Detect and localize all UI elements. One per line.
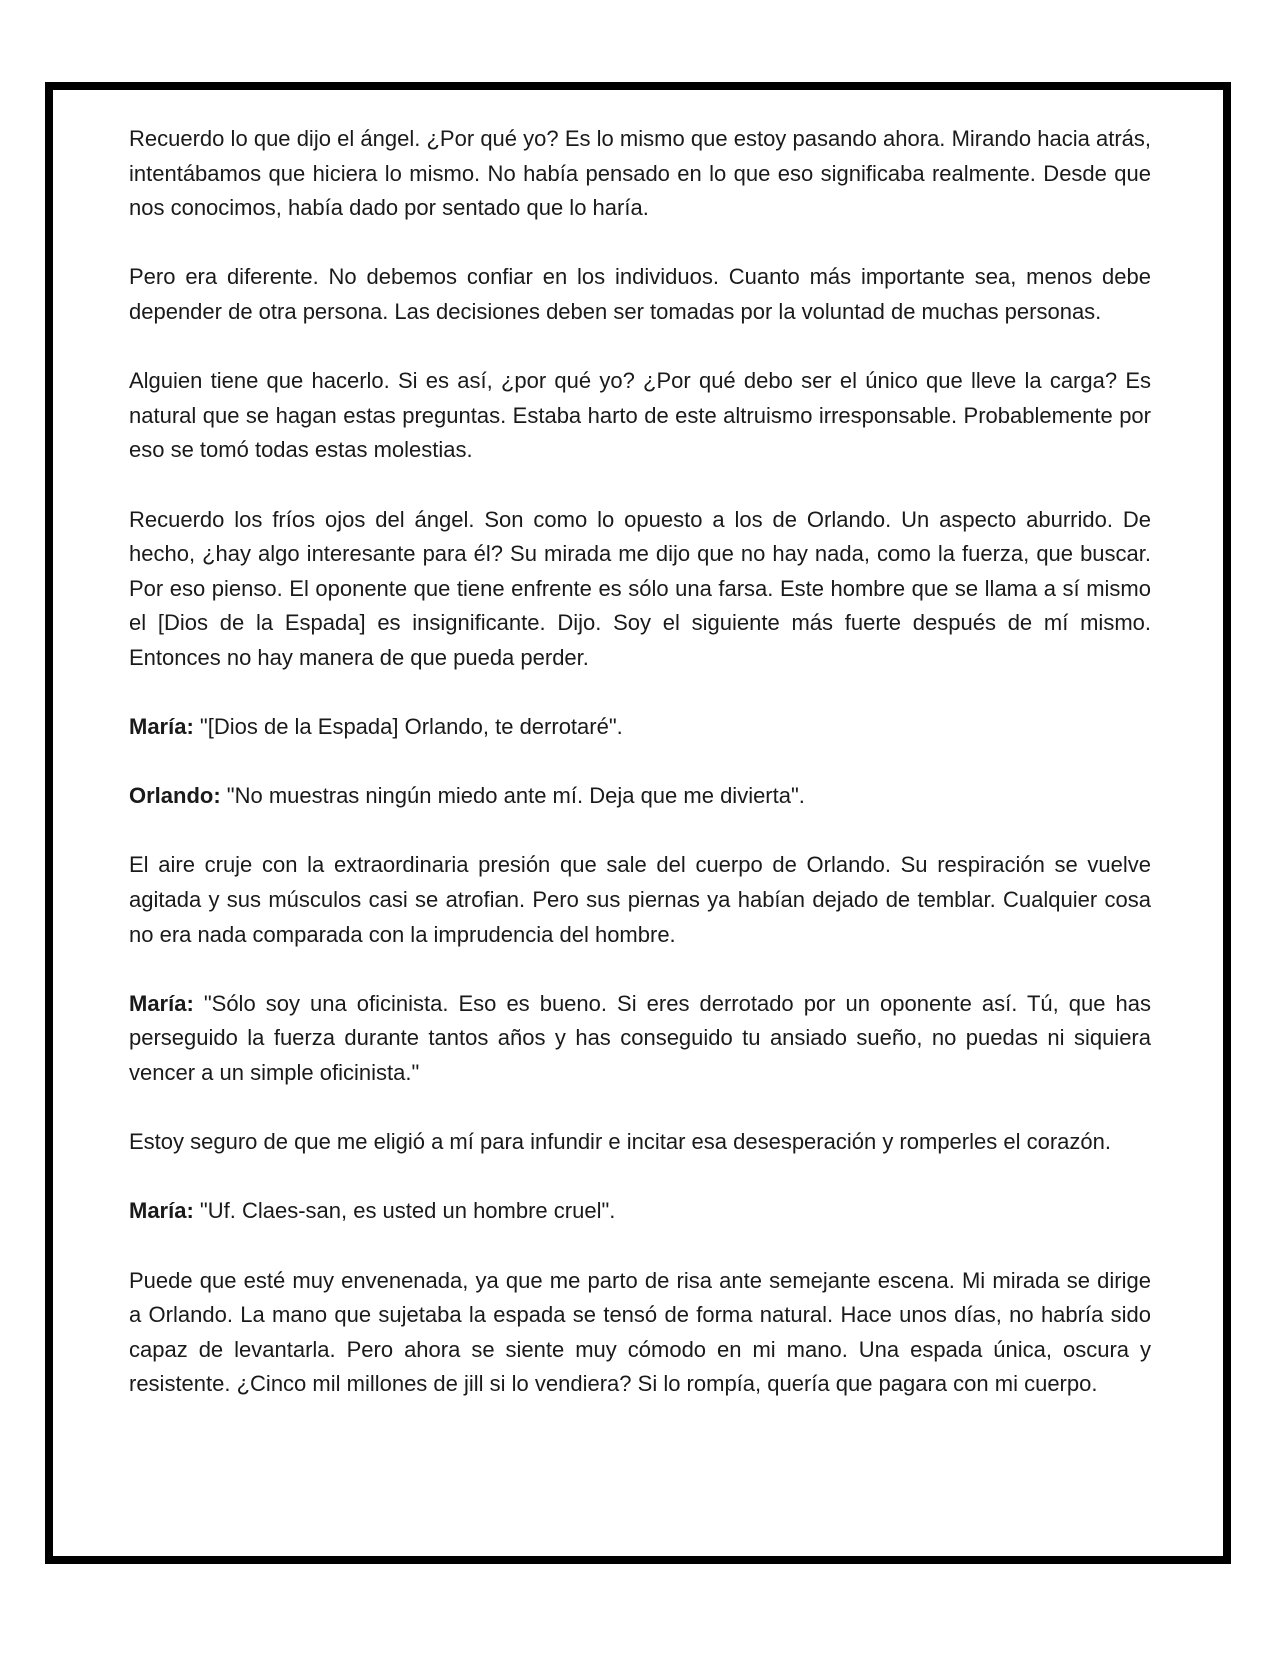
paragraph-text: Alguien tiene que hacerlo. Si es así, ¿por qué yo? ¿Por qué debo ser el único que lleve la carga? Es natural que se hagan estas preguntas. Estaba harto de este altruismo irresponsable. Probablemente por eso se tomó todas estas molestias. — [129, 368, 1151, 463]
paragraph-dialogue — [129, 779, 1151, 814]
paragraph-narration — [129, 848, 1151, 952]
dialogue-text: "Sólo soy una oficinista. Eso es bueno. Si eres derrotado por un oponente así. Tú, que has perseguido la fuerza durante tantos años y has conseguido tu ansiado sueño, no puedas ni siquiera vencer a un simple oficinista." — [129, 990, 1151, 1086]
paragraph-text: Estoy seguro de que me eligió a mí para infundir e incitar esa desesperación y romperles el corazón. — [129, 1129, 1111, 1155]
paragraph-dialogue — [129, 987, 1151, 1091]
paragraph-narration — [129, 260, 1151, 329]
dialogue-text: "No muestras ningún miedo ante mí. Deja que me divierta". — [220, 783, 805, 809]
speaker-label: Orlando: — [129, 783, 221, 809]
paragraph-text: Puede que esté muy envenenada, ya que me parto de risa ante semejante escena. Mi mirada se dirige a Orlando. La mano que sujetaba la espada se tensó de forma natural. Hace unos días, no habría sido capaz de levantarla. Pero ahora se siente muy cómodo en mi mano. Una espada única, oscura y resistente. ¿Cinco mil millones de jill si lo vendiera? Si lo rompía, quería que pagara con mi cuerpo. — [129, 1267, 1151, 1397]
paragraph-narration — [129, 503, 1151, 676]
paragraph-text: El aire cruje con la extraordinaria presión que sale del cuerpo de Orlando. Su respiración se vuelve agitada y sus músculos casi se atrofian. Pero sus piernas ya habían dejado de temblar. Cualquier cosa no era nada comparada con la imprudencia del hombre. — [129, 852, 1151, 947]
paragraph-dialogue — [129, 1194, 1151, 1229]
speaker-label: María: — [129, 990, 194, 1016]
dialogue-text: "Uf. Claes-san, es usted un hombre cruel". — [193, 1198, 616, 1224]
speaker-label: María: — [129, 714, 194, 740]
paragraph-dialogue — [129, 710, 1151, 745]
speaker-label: María: — [129, 1198, 194, 1224]
paragraph-narration — [129, 1125, 1151, 1160]
paragraph-narration — [129, 122, 1151, 226]
paragraph-text: Pero era diferente. No debemos confiar en los individuos. Cuanto más importante sea, menos debe depender de otra persona. Las decisiones deben ser tomadas por la voluntad de muchas personas. — [129, 264, 1151, 324]
dialogue-text: "[Dios de la Espada] Orlando, te derrotaré". — [193, 714, 623, 740]
paragraph-narration — [129, 364, 1151, 468]
paragraph-text: Recuerdo lo que dijo el ángel. ¿Por qué yo? Es lo mismo que estoy pasando ahora. Mirando hacia atrás, intentábamos que hiciera lo mismo. No había pensado en lo que eso significaba realmente. Desde que nos conocimos, había dado por sentado que lo haría. — [129, 126, 1151, 221]
paragraph-narration — [129, 1264, 1151, 1402]
document-body — [129, 122, 1151, 1402]
paragraph-text: Recuerdo los fríos ojos del ángel. Son como lo opuesto a los de Orlando. Un aspecto aburrido. De hecho, ¿hay algo interesante para él? Su mirada me dijo que no hay nada, como la fuerza, que buscar. Por eso pienso. El oponente que tiene enfrente es sólo una farsa. Este hombre que se llama a sí mismo el [Dios de la Espada] es insignificante. Dijo. Soy el siguiente más fuerte después de mí mismo. Entonces no hay manera de que pueda perder. — [129, 506, 1151, 670]
